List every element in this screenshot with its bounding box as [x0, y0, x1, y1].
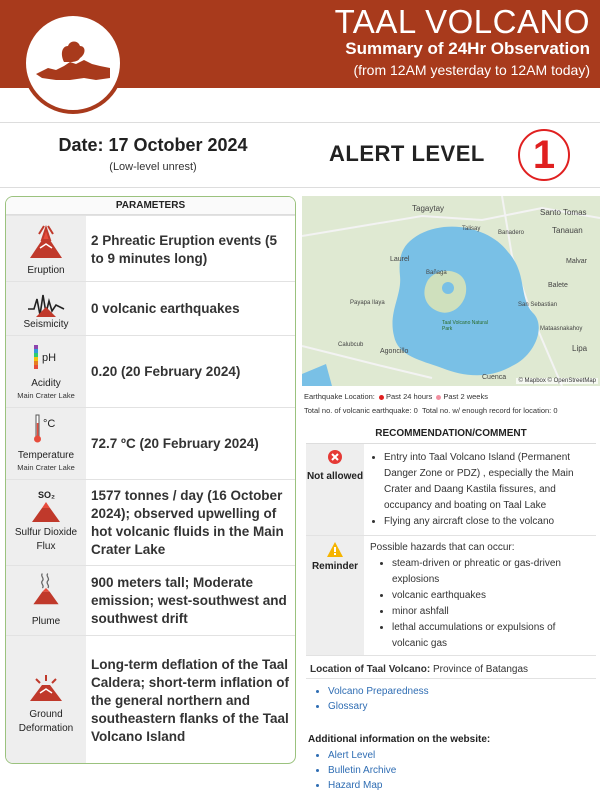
parameter-label: Temperature	[17, 450, 75, 461]
map-legend	[304, 392, 488, 401]
hazard-item: • steam-driven or phreatic or gas-driven explosions	[392, 556, 594, 588]
parameter-value: 72.7 ºC (20 February 2024)	[91, 436, 259, 451]
map-place-label: Taal Volcano Natural Park	[442, 320, 488, 332]
alert-level-badge: 1	[518, 129, 570, 181]
total-located: Total no. w/ enough record for location: 0	[422, 406, 558, 415]
parameter-label: Plume	[31, 616, 61, 627]
map-place-label: Balete	[548, 282, 568, 289]
legend-2w: Past 2 weeks	[443, 392, 488, 401]
parameter-label: Acidity	[31, 378, 61, 389]
parameter-value: 1577 tonnes / day (16 October 2024); observed upwelling of hot volcanic fluids in the Main Crater Lake	[91, 488, 284, 557]
map-place-label: San Sebastian	[518, 302, 558, 308]
hazard-item: • lethal accumulations or expulsions of volcanic gas	[392, 620, 594, 652]
parameter-value: 2 Phreatic Eruption events (5 to 9 minutes long)	[91, 233, 278, 266]
parameter-value: 0.20 (20 February 2024)	[91, 364, 241, 379]
link-bulletin-archive[interactable]: • Bulletin Archive	[328, 763, 396, 778]
not-allowed-label: Not allowed	[306, 471, 364, 482]
legend-prefix: Earthquake Location:	[304, 392, 375, 401]
svg-text:°C: °C	[43, 418, 56, 430]
not-allowed-item: • Flying any aircraft close to the volcano	[384, 514, 594, 530]
parameter-row-plume	[6, 565, 296, 635]
parameter-value: 900 meters tall; Moderate emission; west-southwest and southwest drift	[91, 575, 287, 626]
link-glossary[interactable]: • Glossary	[328, 699, 429, 714]
unrest-status: (Low-level unrest)	[109, 161, 197, 173]
parameter-sublabel: Main Crater Lake	[17, 391, 75, 400]
legend-24h: Past 24 hours	[385, 392, 433, 401]
warning-icon	[327, 542, 343, 557]
not-allowed-item: • Entry into Taal Volcano Island (Permanent Danger Zone or PDZ) , especially the Main Crater and Daang Kastila fissures, and occupancy and boating on Taal Lake	[384, 450, 594, 514]
not-allowed-row	[306, 444, 596, 536]
parameter-label: Seismicity	[23, 319, 69, 330]
volcano-logo-icon	[22, 12, 124, 114]
parameter-row-ground-deformation	[6, 635, 296, 764]
map-place-label: Agoncillo	[380, 348, 409, 355]
page-title: TAAL VOLCANO	[334, 3, 590, 40]
map-place-label: Laurel	[390, 256, 410, 263]
volcano-location	[310, 664, 528, 675]
parameter-label: Ground Deformation	[18, 709, 74, 734]
so2-icon	[26, 488, 66, 524]
total-earthquakes: Total no. of volcanic earthquake: 0	[304, 406, 418, 415]
link-volcano-preparedness[interactable]: • Volcano Preparedness	[328, 684, 429, 699]
thermometer-icon	[26, 412, 66, 448]
parameter-row-eruption	[6, 215, 296, 281]
hazard-item: • volcanic earthquakes	[392, 588, 594, 604]
legend-dot-24h-icon	[379, 395, 384, 400]
parameter-value: 0 volcanic earthquakes	[91, 301, 240, 316]
map-place-label: Lipa	[572, 344, 588, 353]
hazard-item: • minor ashfall	[392, 604, 594, 620]
divider	[306, 678, 596, 679]
map-place-label: Payapa Ilaya	[350, 300, 385, 306]
reminder-intro: Possible hazards that can occur:	[370, 542, 515, 553]
map-place-label: Cuenca	[482, 374, 507, 381]
link-alert-level[interactable]: • Alert Level	[328, 748, 396, 763]
parameters-heading: PARAMETERS	[6, 197, 295, 215]
location-value: Province of Batangas	[432, 664, 529, 675]
map-place-label: Mataasnakahoy	[540, 326, 583, 332]
map-totals	[304, 406, 558, 415]
parameter-icon-cell	[6, 216, 86, 281]
additional-info-heading: Additional information on the website:	[308, 734, 491, 745]
svg-text:pH: pH	[42, 352, 57, 364]
map-place-label: Banadero	[498, 230, 525, 236]
deformation-icon	[26, 670, 66, 706]
parameter-label: Eruption	[27, 265, 65, 276]
reminder-label: Reminder	[311, 561, 359, 572]
parameter-label: Sulfur Dioxide Flux	[14, 527, 78, 552]
not-allowed-icon	[328, 450, 342, 464]
alert-level-label: ALERT LEVEL	[329, 141, 485, 166]
plume-icon	[26, 570, 66, 606]
location-label: Location of Taal Volcano:	[310, 664, 431, 675]
legend-dot-2w-icon	[436, 395, 441, 400]
map-place-label: Talisay	[462, 226, 481, 232]
map-place-label: Malvar	[566, 258, 588, 265]
parameters-panel	[5, 196, 296, 764]
parameter-row-seismicity	[6, 281, 296, 335]
recommendation-heading: RECOMMENDATION/COMMENT	[306, 424, 596, 444]
map-place-label: Santo Tomas	[540, 208, 587, 217]
ph-icon	[26, 342, 66, 378]
link-hazard-map[interactable]: • Hazard Map	[328, 778, 396, 793]
map-place-label: Bañaga	[426, 270, 447, 276]
status-band	[0, 122, 600, 188]
map-attribution: © Mapbox © OpenStreetMap	[518, 378, 596, 384]
parameter-value: Long-term deflation of the Taal Caldera; short-term inflation of the general northern and southeastern flanks of the Taal Volcano Island	[91, 657, 290, 744]
map-place-label: Calubcub	[338, 342, 364, 348]
taal-map[interactable]	[302, 196, 600, 386]
additional-links	[316, 748, 396, 793]
svg-text:SO₂: SO₂	[38, 490, 56, 500]
primary-links	[316, 684, 429, 714]
reminder-row	[306, 536, 596, 656]
map-place-label: Tanauan	[552, 226, 583, 235]
parameter-row-acidity	[6, 335, 296, 407]
parameter-row-temperature	[6, 407, 296, 479]
page-subtitle: Summary of 24Hr Observation	[345, 39, 590, 58]
seismicity-icon	[26, 286, 66, 322]
parameter-sublabel: Main Crater Lake	[17, 463, 75, 472]
map-place-label: Tagaytay	[412, 204, 445, 213]
observation-period: (from 12AM yesterday to 12AM today)	[353, 62, 590, 78]
parameter-row-sulfur-dioxide	[6, 479, 296, 565]
report-date: Date: 17 October 2024	[58, 135, 248, 155]
eruption-icon	[26, 224, 66, 260]
